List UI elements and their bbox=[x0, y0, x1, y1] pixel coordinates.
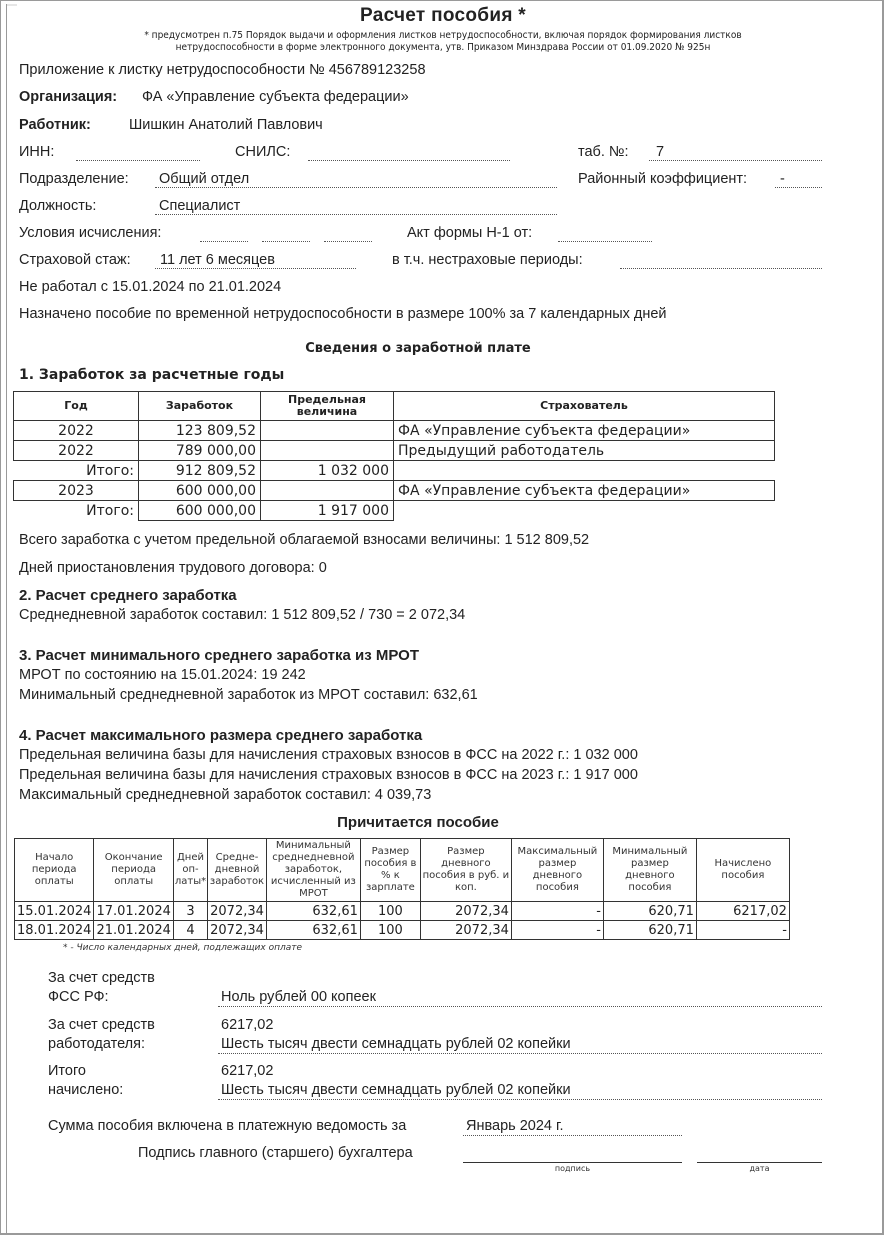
payroll-label: Сумма пособия включена в платежную ведомость за bbox=[48, 1118, 407, 1134]
col-period-end: Окончание периода оплаты bbox=[94, 839, 173, 902]
col-earnings: Заработок bbox=[139, 392, 261, 421]
title-note-line-2: нетрудоспособности в форме электронного документа, утв. Приказом Минздрава России от 01.09.2020 № 925н bbox=[175, 42, 711, 53]
suspension-days-line: Дней приостановления трудового договора: 0 bbox=[19, 560, 327, 576]
snils-field-line bbox=[308, 160, 510, 161]
insurance-experience-field-line bbox=[155, 268, 356, 269]
table-row-total bbox=[14, 501, 775, 521]
period-start-cell: 18.01.2024 bbox=[15, 921, 94, 940]
max-daily-cell: - bbox=[511, 902, 603, 921]
period-end-cell: 21.01.2024 bbox=[94, 921, 173, 940]
total-label-line-2: начислено: bbox=[48, 1082, 124, 1098]
section-4-title: 4. Расчет максимального размера среднего заработка bbox=[19, 727, 423, 744]
page-edge-line bbox=[6, 4, 7, 1233]
percent-cell: 100 bbox=[360, 921, 420, 940]
title-note-line-1: * предусмотрен п.75 Порядок выдачи и оформления листков нетрудоспособности, включая порядок формирования листков bbox=[144, 30, 742, 41]
col-benefit-percent: Размер пособия в % к зарплате bbox=[360, 839, 420, 902]
col-min-mrot-earnings: Минимальный среднедневной заработок, исчисленный из МРОТ bbox=[266, 839, 360, 902]
total-amount: 6217,02 bbox=[221, 1063, 274, 1079]
payroll-period-value: Январь 2024 г. bbox=[466, 1118, 564, 1134]
mrot-line: МРОТ по состоянию на 15.01.2024: 19 242 bbox=[19, 667, 306, 683]
employer-label-line-1: За счет средств bbox=[48, 1017, 155, 1033]
min-mrot-cell: 632,61 bbox=[266, 921, 360, 940]
insurer-cell: ФА «Управление субъекта федерации» bbox=[394, 481, 775, 501]
table-row bbox=[14, 441, 775, 461]
regional-coefficient-field-line bbox=[775, 187, 822, 188]
average-earnings-line: Среднедневной заработок составил: 1 512 809,52 / 730 = 2 072,34 bbox=[19, 607, 466, 623]
limit-cell bbox=[261, 481, 394, 501]
earnings-cell: 123 809,52 bbox=[139, 421, 261, 441]
payroll-field-line bbox=[463, 1135, 682, 1136]
col-insurer: Страхователь bbox=[394, 392, 775, 421]
table-row bbox=[15, 902, 790, 921]
organization-value: ФА «Управление субъекта федерации» bbox=[142, 89, 409, 105]
average-earnings-cell: 2072,34 bbox=[208, 902, 267, 921]
organization-label: Организация: bbox=[19, 89, 118, 105]
insurer-cell bbox=[394, 501, 775, 521]
inn-field-line bbox=[76, 160, 200, 161]
min-daily-cell: 620,71 bbox=[603, 921, 696, 940]
col-period-start: Начало периода оплаты bbox=[15, 839, 94, 902]
limit-2023-line: Предельная величина базы для начисления страховых взносов в ФСС на 2023 г.: 1 917 000 bbox=[19, 767, 638, 783]
noninsurance-periods-field-line bbox=[620, 268, 822, 269]
position-field-line bbox=[155, 214, 557, 215]
limit-cell: 1 032 000 bbox=[261, 461, 394, 481]
benefit-table-title: Причитается пособие bbox=[337, 814, 499, 831]
condition-field-2 bbox=[262, 241, 310, 242]
daily-benefit-cell: 2072,34 bbox=[420, 921, 511, 940]
fss-amount-words: Ноль рублей 00 копеек bbox=[221, 989, 376, 1005]
min-mrot-cell: 632,61 bbox=[266, 902, 360, 921]
employer-amount: 6217,02 bbox=[221, 1017, 274, 1033]
fss-label-line-1: За счет средств bbox=[48, 970, 155, 986]
attachment-line: Приложение к листку нетрудоспособности № 456789123258 bbox=[19, 62, 426, 78]
average-earnings-cell: 2072,34 bbox=[208, 921, 267, 940]
col-average-earnings: Средне- дневной заработок bbox=[208, 839, 267, 902]
total-amount-words: Шесть тысяч двести семнадцать рублей 02 копейки bbox=[221, 1082, 571, 1098]
col-accrued-benefit: Начислено пособия bbox=[696, 839, 789, 902]
table-row bbox=[14, 481, 775, 501]
limit-cell bbox=[261, 441, 394, 461]
daily-benefit-cell: 2072,34 bbox=[420, 902, 511, 921]
col-days-paid: Дней оп- латы* bbox=[173, 839, 207, 902]
benefit-table-header bbox=[15, 839, 790, 902]
regional-coefficient-value: - bbox=[780, 171, 785, 187]
min-average-earnings-line: Минимальный среднедневной заработок из МРОТ составил: 632,61 bbox=[19, 687, 478, 703]
year-cell: 2022 bbox=[14, 441, 139, 461]
limit-cell bbox=[261, 421, 394, 441]
earnings-table-header bbox=[14, 392, 775, 421]
total-label-cell: Итого: bbox=[86, 462, 134, 479]
position-value: Специалист bbox=[159, 198, 241, 214]
total-label-cell: Итого: bbox=[86, 502, 134, 519]
tab-number-label: таб. №: bbox=[578, 144, 629, 160]
inn-label: ИНН: bbox=[19, 144, 55, 160]
year-cell: 2023 bbox=[14, 481, 139, 501]
absence-period-line: Не работал с 15.01.2024 по 21.01.2024 bbox=[19, 279, 282, 295]
earnings-cell: 912 809,52 bbox=[139, 461, 261, 481]
department-label: Подразделение: bbox=[19, 171, 129, 187]
table-row-total bbox=[14, 461, 775, 481]
accrued-cell: - bbox=[696, 921, 789, 940]
max-average-earnings-line: Максимальный среднедневной заработок составил: 4 039,73 bbox=[19, 787, 432, 803]
date-caption: дата bbox=[749, 1164, 770, 1173]
benefit-table bbox=[14, 838, 790, 940]
act-n1-field-line bbox=[558, 241, 652, 242]
department-value: Общий отдел bbox=[159, 171, 250, 187]
employee-value: Шишкин Анатолий Павлович bbox=[129, 117, 323, 133]
period-start-cell: 15.01.2024 bbox=[15, 902, 94, 921]
earnings-table bbox=[13, 391, 775, 521]
table-row bbox=[14, 421, 775, 441]
signature-caption: подпись bbox=[554, 1164, 591, 1173]
salary-info-heading: Сведения о заработной плате bbox=[305, 341, 531, 356]
noninsurance-periods-label: в т.ч. нестраховые периоды: bbox=[392, 252, 583, 268]
total-earnings-line: Всего заработка с учетом предельной облагаемой взносами величины: 1 512 809,52 bbox=[19, 532, 590, 548]
min-daily-cell: 620,71 bbox=[603, 902, 696, 921]
employer-field-line bbox=[218, 1053, 822, 1054]
employer-amount-words: Шесть тысяч двести семнадцать рублей 02 копейки bbox=[221, 1036, 571, 1052]
total-field-line bbox=[218, 1099, 822, 1100]
fss-label-line-2: ФСС РФ: bbox=[48, 989, 109, 1005]
period-end-cell: 17.01.2024 bbox=[94, 902, 173, 921]
insurance-experience-label: Страховой стаж: bbox=[19, 252, 131, 268]
total-label-line-1: Итого bbox=[48, 1063, 86, 1079]
col-limit: Предельная величина bbox=[261, 392, 394, 421]
accrued-cell: 6217,02 bbox=[696, 902, 789, 921]
limit-2022-line: Предельная величина базы для начисления страховых взносов в ФСС на 2022 г.: 1 032 000 bbox=[19, 747, 638, 763]
limit-cell: 1 917 000 bbox=[261, 501, 394, 521]
tab-number-field-line bbox=[649, 160, 822, 161]
earnings-cell: 789 000,00 bbox=[139, 441, 261, 461]
insurer-cell bbox=[394, 461, 775, 481]
benefit-assigned-line: Назначено пособие по временной нетрудоспособности в размере 100% за 7 календарных дней bbox=[19, 306, 667, 322]
insurance-experience-value: 11 лет 6 месяцев bbox=[160, 252, 275, 268]
signature-label: Подпись главного (старшего) бухгалтера bbox=[138, 1145, 413, 1161]
insurer-cell: Предыдущий работодатель bbox=[394, 441, 775, 461]
act-n1-label: Акт формы Н-1 от: bbox=[407, 225, 533, 241]
days-footnote: * - Число календарных дней, подлежащих оплате bbox=[63, 943, 303, 953]
days-cell: 4 bbox=[173, 921, 207, 940]
year-cell: 2022 bbox=[14, 421, 139, 441]
snils-label: СНИЛС: bbox=[235, 144, 291, 160]
fss-field-line bbox=[218, 1006, 822, 1007]
signature-line[interactable] bbox=[463, 1162, 682, 1163]
employee-label: Работник: bbox=[19, 117, 91, 133]
section-2-title: 2. Расчет среднего заработка bbox=[19, 587, 237, 604]
position-label: Должность: bbox=[19, 198, 97, 214]
employer-label-line-2: работодателя: bbox=[48, 1036, 146, 1052]
earnings-cell: 600 000,00 bbox=[139, 481, 261, 501]
col-year: Год bbox=[14, 392, 139, 421]
max-daily-cell: - bbox=[511, 921, 603, 940]
date-line[interactable] bbox=[697, 1162, 822, 1163]
col-min-daily-benefit: Минимальный размер дневного пособия bbox=[603, 839, 696, 902]
condition-field-3 bbox=[324, 241, 372, 242]
department-field-line bbox=[155, 187, 557, 188]
calculation-conditions-label: Условия исчисления: bbox=[19, 225, 162, 241]
col-daily-benefit: Размер дневного пособия в руб. и коп. bbox=[420, 839, 511, 902]
section-3-title: 3. Расчет минимального среднего заработка из МРОТ bbox=[19, 647, 419, 664]
tab-number-value: 7 bbox=[656, 144, 665, 160]
page-title: Расчет пособия * bbox=[360, 5, 526, 26]
col-max-daily-benefit: Максимальный размер дневного пособия bbox=[511, 839, 603, 902]
section-1-title: 1. Заработок за расчетные годы bbox=[19, 367, 285, 383]
earnings-cell: 600 000,00 bbox=[139, 501, 261, 521]
regional-coefficient-label: Районный коэффициент: bbox=[578, 171, 748, 187]
days-cell: 3 bbox=[173, 902, 207, 921]
table-row bbox=[15, 921, 790, 940]
condition-field-1 bbox=[200, 241, 248, 242]
insurer-cell: ФА «Управление субъекта федерации» bbox=[394, 421, 775, 441]
percent-cell: 100 bbox=[360, 902, 420, 921]
